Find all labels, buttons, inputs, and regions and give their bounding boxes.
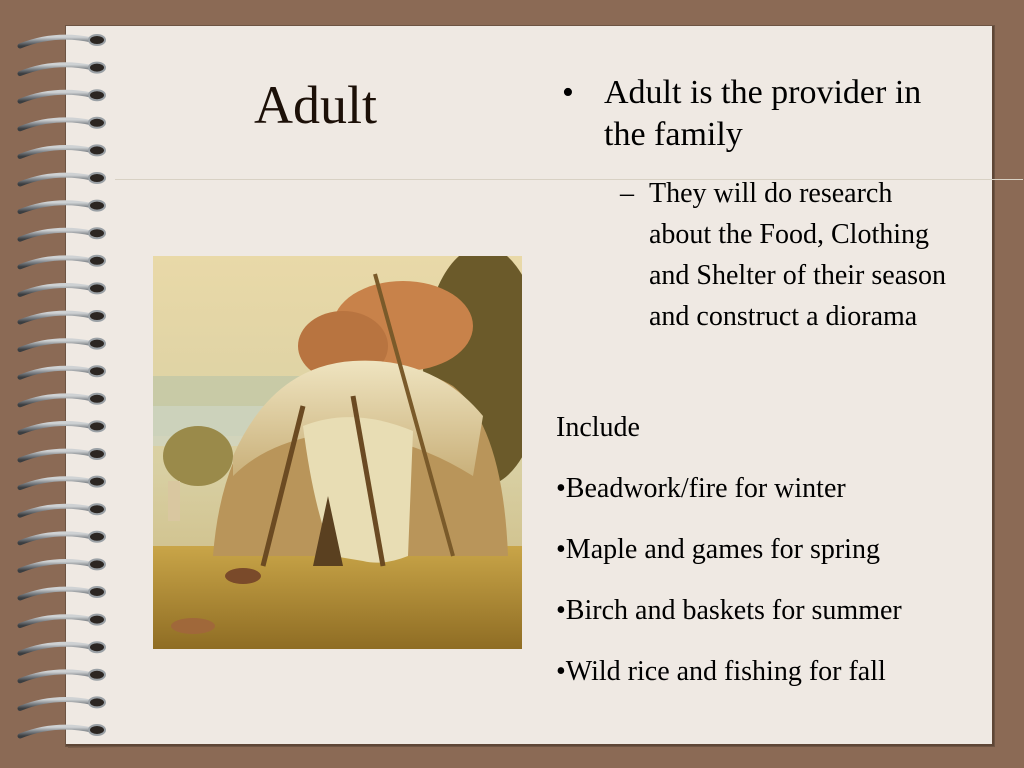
spiral-coil xyxy=(20,368,92,377)
spiral-coil xyxy=(20,589,92,598)
spiral-hole xyxy=(89,256,105,266)
spiral-hole xyxy=(89,173,105,183)
spiral-coil xyxy=(20,258,92,267)
spiral-coil xyxy=(20,341,92,350)
spiral-coil xyxy=(20,699,92,708)
spiral-hole xyxy=(89,311,105,321)
spiral-coil xyxy=(20,147,92,156)
spiral-hole xyxy=(89,477,105,487)
spiral-coil xyxy=(20,561,92,570)
spiral-hole xyxy=(89,670,105,680)
sub-bullet-text: They will do research about the Food, Clothing and Shelter of their season and construct a diorama xyxy=(649,178,947,332)
spiral-coil xyxy=(20,451,92,460)
bullet-mark: • xyxy=(562,74,574,111)
spiral-hole xyxy=(89,587,105,597)
list-item: •Beadwork/fire for winter xyxy=(556,473,846,504)
dash-mark: – xyxy=(620,178,634,209)
spiral-hole xyxy=(89,421,105,431)
spiral-coil xyxy=(20,285,92,294)
spiral-coil xyxy=(20,37,92,46)
spiral-hole xyxy=(89,90,105,100)
spiral-coil xyxy=(20,534,92,543)
spiral-coil xyxy=(20,175,92,184)
wigwam-painting-image xyxy=(153,256,522,649)
spiral-hole xyxy=(89,559,105,569)
spiral-coil xyxy=(20,617,92,626)
list-item: •Maple and games for spring xyxy=(556,534,880,565)
include-label: Include xyxy=(556,412,640,443)
spiral-binding-icon xyxy=(0,0,130,768)
spiral-hole xyxy=(89,228,105,238)
spiral-hole xyxy=(89,504,105,514)
list-item: •Wild rice and fishing for fall xyxy=(556,656,886,687)
list-item: •Birch and baskets for summer xyxy=(556,595,902,626)
spiral-hole xyxy=(89,339,105,349)
spiral-hole xyxy=(89,642,105,652)
spiral-hole xyxy=(89,532,105,542)
spiral-coil xyxy=(20,92,92,101)
spiral-hole xyxy=(89,35,105,45)
spiral-coil xyxy=(20,727,92,736)
spiral-hole xyxy=(89,118,105,128)
spiral-hole xyxy=(89,283,105,293)
spiral-coil xyxy=(20,396,92,405)
spiral-coil xyxy=(20,672,92,681)
spiral-coil xyxy=(20,479,92,488)
spiral-coil xyxy=(20,230,92,239)
spiral-hole xyxy=(89,725,105,735)
spiral-hole xyxy=(89,615,105,625)
spiral-hole xyxy=(89,449,105,459)
spiral-hole xyxy=(89,394,105,404)
main-bullet-text: Adult is the provider in the family xyxy=(604,74,922,153)
spiral-coil xyxy=(20,203,92,212)
spiral-hole xyxy=(89,697,105,707)
spiral-coil xyxy=(20,65,92,74)
spiral-coil xyxy=(20,313,92,322)
spiral-hole xyxy=(89,145,105,155)
spiral-hole xyxy=(89,366,105,376)
slide-title: Adult xyxy=(254,75,378,135)
spiral-coil xyxy=(20,644,92,653)
spiral-coil xyxy=(20,423,92,432)
spiral-hole xyxy=(89,201,105,211)
spiral-coil xyxy=(20,120,92,129)
spiral-coil xyxy=(20,506,92,515)
spiral-hole xyxy=(89,63,105,73)
